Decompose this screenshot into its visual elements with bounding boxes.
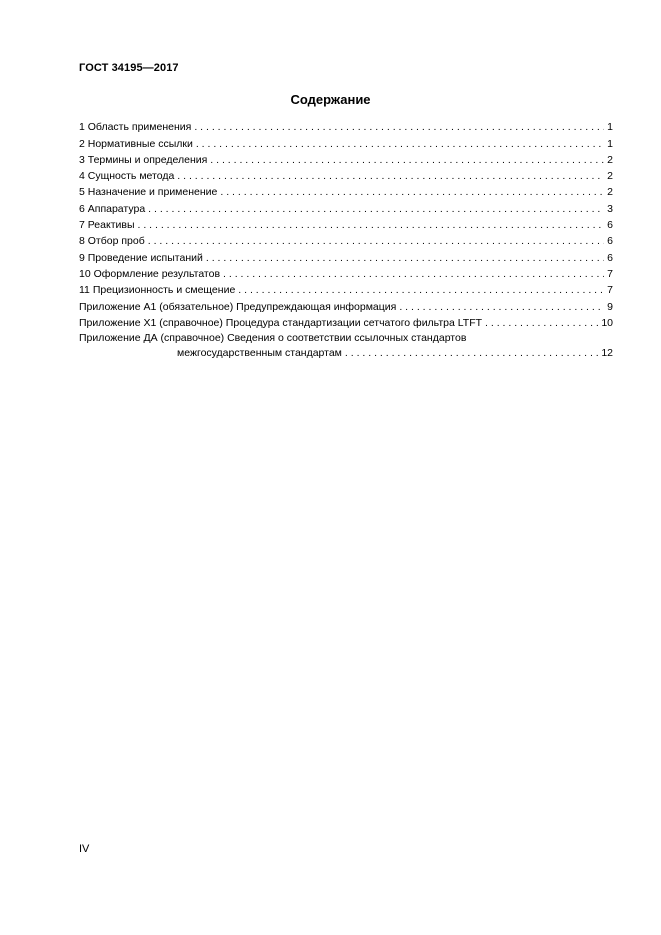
toc-entry[interactable] — [79, 151, 613, 167]
toc-entry-multiline-first-line[interactable] — [79, 332, 613, 346]
toc-entry-page: 2 — [607, 186, 613, 199]
toc-entry[interactable] — [79, 314, 613, 330]
toc-leader-dots — [210, 154, 604, 167]
toc-entry-page: 12 — [601, 346, 613, 359]
toc-entry-page: 7 — [607, 284, 613, 297]
toc-entry-label: 11 Прецизионность и смещение — [79, 284, 236, 297]
toc-entry-label: 2 Нормативные ссылки — [79, 137, 193, 150]
toc-leader-dots — [345, 347, 598, 360]
toc-entry-page: 9 — [607, 300, 613, 313]
toc-entry[interactable] — [79, 232, 613, 248]
page-number: IV — [79, 843, 90, 855]
toc-entry[interactable] — [79, 167, 613, 183]
toc-entry-label: 5 Назначение и применение — [79, 186, 218, 199]
toc-leader-dots — [238, 284, 604, 297]
toc-entry-page: 1 — [607, 137, 613, 150]
toc-entry-label: Приложение ДА (справочное) Сведения о соответствии ссылочных стандартов — [79, 331, 467, 344]
toc-leader-dots — [223, 268, 604, 281]
toc-entry[interactable] — [79, 265, 613, 281]
toc-entry[interactable] — [79, 118, 613, 134]
toc-entry-page: 10 — [601, 316, 613, 329]
toc-entry-label: Приложение А1 (обязательное) Предупреждающая информация — [79, 300, 397, 313]
toc-leader-dots — [220, 186, 604, 199]
toc-entry-page: 2 — [607, 153, 613, 166]
toc-leader-dots — [399, 301, 604, 314]
toc-entry-multiline-second-line[interactable] — [79, 346, 613, 360]
table-of-contents — [79, 118, 613, 360]
toc-entry-page: 6 — [607, 235, 613, 248]
toc-entry-page: 3 — [607, 202, 613, 215]
toc-leader-dots — [196, 138, 604, 151]
toc-entry-page: 6 — [607, 219, 613, 232]
toc-leader-dots — [177, 170, 604, 183]
toc-entry[interactable] — [79, 134, 613, 150]
toc-entry-label: 6 Аппаратура — [79, 202, 146, 215]
toc-leader-dots — [148, 235, 604, 248]
toc-entry-label: 3 Термины и определения — [79, 153, 208, 166]
toc-entry-page: 1 — [607, 121, 613, 134]
toc-entry-label: 7 Реактивы — [79, 219, 135, 232]
toc-entry[interactable] — [79, 183, 613, 199]
toc-entry-label: 4 Сущность метода — [79, 170, 175, 183]
toc-title: Содержание — [290, 92, 371, 107]
toc-leader-dots — [485, 317, 598, 330]
toc-entry-label: Приложение Х1 (справочное) Процедура стандартизации сетчатого фильтра LTFT — [79, 316, 483, 329]
toc-entry-label: 8 Отбор проб — [79, 235, 145, 248]
document-code: ГОСТ 34195—2017 — [79, 62, 179, 74]
toc-entry-page: 2 — [607, 170, 613, 183]
toc-entry-label: 10 Оформление результатов — [79, 267, 221, 280]
toc-entry-page: 7 — [607, 267, 613, 280]
toc-leader-dots — [148, 203, 604, 216]
toc-entry[interactable] — [79, 297, 613, 313]
toc-entry[interactable] — [79, 199, 613, 215]
toc-leader-dots — [194, 121, 604, 134]
toc-leader-dots — [138, 219, 605, 232]
toc-leader-dots — [206, 252, 604, 265]
toc-entry[interactable] — [79, 248, 613, 264]
toc-entry-label-continued: межгосударственным стандартам — [177, 346, 342, 359]
toc-entry-label: 9 Проведение испытаний — [79, 251, 203, 264]
toc-entry-page: 6 — [607, 251, 613, 264]
toc-entry[interactable] — [79, 281, 613, 297]
toc-entry-label: 1 Область применения — [79, 121, 192, 134]
toc-entry[interactable] — [79, 216, 613, 232]
